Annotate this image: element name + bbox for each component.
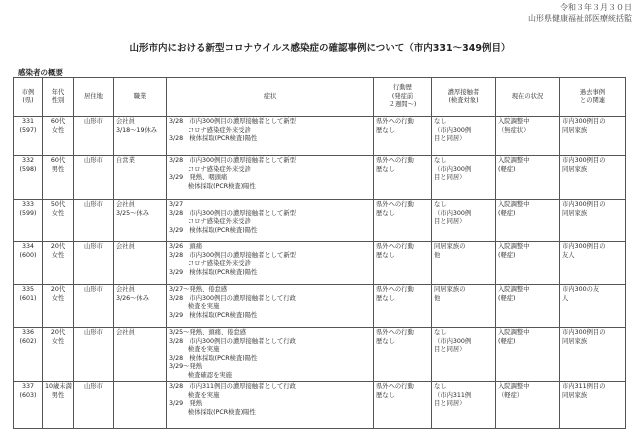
symptoms-cell-text: 3/28 市内300例目の濃厚接触者として新型 (169, 251, 296, 259)
relation-cell-text: 友人 (562, 251, 575, 259)
case-id-cell-text: 331 (21, 118, 35, 125)
relation-cell-text: 市内300の友 (562, 286, 600, 293)
symptoms-cell-text: 検査を実施 (169, 303, 220, 310)
contacts-cell-text: （市内311例 (434, 391, 472, 399)
case-id-cell-text: 336 (21, 329, 35, 336)
case-id-cell-text: (601) (19, 294, 37, 302)
age-sex-cell-text: 60代 (50, 118, 66, 125)
history-cell-text: 県外への行動 (376, 118, 414, 125)
job-cell-text: 会社員 (116, 243, 135, 250)
residence-cell-text: 山形市 (84, 118, 103, 125)
residence-cell (74, 242, 114, 285)
contacts-cell-text: 目と同居） (434, 400, 466, 407)
age-sex-cell (43, 328, 74, 382)
contacts-cell-text: （市内300例 (434, 165, 472, 173)
table-body (14, 117, 626, 429)
contacts-cell (432, 328, 496, 382)
symptoms-cell-text: 3/27 (169, 201, 190, 208)
header-date: 令和３年３月３０日 (560, 3, 632, 12)
history-cell-text: 県外への行動 (376, 157, 414, 164)
residence-cell-text: 山形市 (84, 329, 103, 336)
status-cell (496, 156, 560, 200)
contacts-cell (432, 242, 496, 285)
age-sex-cell (43, 285, 74, 328)
age-sex-cell-text: 女性 (51, 294, 65, 302)
status-cell-text: (軽症) (498, 251, 516, 259)
status-cell (496, 285, 560, 328)
age-sex-cell (43, 200, 74, 242)
relation-cell-text: 市内300例目の (562, 329, 606, 336)
relation-cell-text: 同居家族 (562, 209, 588, 217)
age-sex-cell (43, 382, 74, 429)
contacts-cell (432, 285, 496, 328)
residence-cell-text: 山形市 (84, 383, 103, 390)
residence-cell (74, 200, 114, 242)
symptoms-cell-text: 3/28 市内300例目の濃厚接触者として行政 (169, 337, 296, 345)
page-title: 山形市内における新型コロナウイルス感染症の確認事例について（市内331～349例目） (129, 43, 511, 54)
history-cell-text: 県外への行動 (376, 383, 414, 390)
symptoms-cell (167, 117, 374, 156)
status-cell-text: （軽症） (498, 391, 524, 399)
relation-cell (560, 156, 626, 200)
residence-cell (74, 285, 114, 328)
job-cell (114, 382, 167, 429)
status-cell-text: 入院調整中 (498, 383, 530, 390)
age-sex-cell (43, 117, 74, 156)
table-row (14, 328, 626, 382)
relation-cell-text: 市内311例目の (562, 383, 606, 390)
history-cell (374, 117, 432, 156)
job-cell-text: 会社員 (116, 286, 135, 293)
case-id-cell (14, 117, 43, 156)
relation-cell (560, 328, 626, 382)
status-cell-text: 入院調整中 (498, 286, 530, 293)
table-row (14, 200, 626, 242)
status-cell (496, 200, 560, 242)
residence-cell (74, 382, 114, 429)
contacts-cell-text: 目と同居） (434, 218, 466, 225)
table-row (14, 285, 626, 328)
history-cell (374, 242, 432, 285)
case-id-cell (14, 200, 43, 242)
table-row (14, 117, 626, 156)
status-cell-text: 入院調整中 (498, 118, 530, 125)
col-header-job: 職業 (114, 78, 167, 117)
symptoms-cell-text: 検査を実施 (169, 391, 220, 399)
residence-cell (74, 328, 114, 382)
header-date-block (528, 2, 632, 24)
case-id-cell-text: (598) (19, 165, 37, 173)
col-header-symptoms: 症状 (167, 78, 374, 117)
case-id-cell-text: (597) (19, 126, 37, 134)
symptoms-cell-text: 検査を実施 (169, 346, 220, 353)
history-cell (374, 200, 432, 242)
contacts-cell-text: （市内300例 (434, 337, 472, 345)
case-id-cell-text: 333 (21, 201, 35, 208)
job-cell-text: 会社員 (116, 118, 135, 125)
job-cell (114, 285, 167, 328)
symptoms-cell-text: 3/28 市内300例目の濃厚接触者として新型 (169, 209, 296, 217)
symptoms-cell-text: 3/29 検体採取(PCR検査)陽性 (169, 311, 258, 319)
case-id-cell-text: (603) (19, 391, 37, 399)
job-cell (114, 242, 167, 285)
status-cell-text: 入院調整中 (498, 329, 530, 336)
relation-cell-text: 人 (562, 294, 569, 302)
status-cell (496, 382, 560, 429)
job-cell (114, 200, 167, 242)
contacts-cell-text: なし (434, 383, 447, 390)
contacts-cell-text: （市内300例 (434, 209, 472, 217)
status-cell-text: 入院調整中 (498, 157, 530, 164)
symptoms-cell-text: 3/25～発熱、頭痛、倦怠感 (169, 329, 247, 336)
job-cell-text: 自営業 (116, 157, 135, 164)
symptoms-cell-text: コロナ感染症外来受診 (169, 260, 251, 267)
relation-cell (560, 285, 626, 328)
col-header-id: 市例 (県) (14, 78, 43, 117)
contacts-cell-text: 目と同居） (434, 346, 466, 353)
symptoms-cell-text: 3/27～発熱、倦怠感 (169, 286, 228, 293)
history-cell (374, 328, 432, 382)
symptoms-cell (167, 382, 374, 429)
case-id-cell-text: (600) (19, 251, 37, 259)
relation-cell-text: 同居家族 (562, 165, 588, 173)
case-id-cell-text: 332 (21, 157, 35, 164)
contacts-cell (432, 117, 496, 156)
history-cell-text: 県外への行動 (376, 243, 414, 250)
contacts-cell-text: 同居家族の (434, 243, 466, 250)
symptoms-cell-text: 3/29～発熱 (169, 363, 203, 370)
relation-cell (560, 117, 626, 156)
symptoms-cell-text: 3/29 発熱、咽頭痛 (169, 174, 228, 181)
relation-cell-text: 市内300例目の (562, 243, 606, 250)
age-sex-cell-text: 女性 (51, 209, 65, 217)
symptoms-cell-text: 3/28 市内311例目の濃厚接触者として行政 (169, 383, 296, 390)
history-cell (374, 382, 432, 429)
col-header-age-sex: 年代 性別 (43, 78, 74, 117)
col-header-status: 現在の状況 (496, 78, 560, 117)
status-cell (496, 328, 560, 382)
contacts-cell-text: なし (434, 157, 447, 164)
contacts-cell (432, 200, 496, 242)
header-org: 山形県健康福祉部医療統括監 (528, 14, 632, 23)
history-cell (374, 156, 432, 200)
history-cell-text: 歴なし (376, 126, 395, 134)
cases-table (13, 77, 626, 429)
age-sex-cell-text: 20代 (50, 286, 66, 293)
contacts-cell-text: 目と同居） (434, 174, 466, 181)
age-sex-cell-text: 20代 (50, 329, 66, 336)
symptoms-cell-text: 3/28 市内300例目の濃厚接触者として新型 (169, 157, 296, 164)
contacts-cell (432, 156, 496, 200)
age-sex-cell-text: 20代 (50, 243, 66, 250)
contacts-cell-text: 目と同居） (434, 135, 466, 142)
table-row (14, 382, 626, 429)
job-cell (114, 156, 167, 200)
history-cell-text: 県外への行動 (376, 286, 414, 293)
symptoms-cell-text: コロナ感染症外来受診 (169, 126, 251, 134)
history-cell-text: 県外への行動 (376, 201, 414, 208)
status-cell-text: (軽症) (498, 294, 516, 302)
history-cell-text: 歴なし (376, 251, 395, 259)
case-id-cell-text: 334 (21, 243, 35, 250)
table-row (14, 242, 626, 285)
symptoms-cell-text: コロナ感染症外来受診 (169, 218, 251, 225)
history-cell-text: 歴なし (376, 391, 395, 399)
age-sex-cell-text: 男性 (51, 165, 65, 173)
symptoms-cell-text: 3/28 市内300例目の濃厚接触者として行政 (169, 294, 296, 302)
col-header-relation: 過去事例 との関連 (560, 78, 626, 117)
job-cell (114, 117, 167, 156)
residence-cell (74, 117, 114, 156)
symptoms-cell-text: 3/29 発熱 (169, 400, 203, 407)
relation-cell (560, 200, 626, 242)
history-cell-text: 歴なし (376, 209, 395, 217)
symptoms-cell-text: 3/29 検体採取(PCR検査)陽性 (169, 226, 258, 234)
case-id-cell-text: 337 (21, 383, 35, 390)
table-row (14, 156, 626, 200)
residence-cell-text: 山形市 (84, 286, 103, 293)
job-cell-text: 会社員 (116, 329, 135, 336)
case-id-cell (14, 285, 43, 328)
relation-cell-text: 市内300例目の (562, 118, 606, 125)
case-id-cell-text: (599) (19, 209, 37, 217)
age-sex-cell-text: 60代 (50, 157, 66, 164)
status-cell-text: 入院調整中 (498, 201, 530, 208)
contacts-cell-text: 他 (434, 294, 441, 302)
status-cell (496, 117, 560, 156)
case-id-cell (14, 328, 43, 382)
age-sex-cell-text: 女性 (51, 126, 65, 134)
case-id-cell-text: 335 (21, 286, 35, 293)
symptoms-cell-text: 検体採取(PCR検査)陽性 (169, 182, 256, 190)
symptoms-cell-text: 3/28 検体採取(PCR検査)陽性 (169, 135, 258, 142)
symptoms-cell-text: コロナ感染症外来受診 (169, 165, 251, 173)
job-cell-text: 3/25～休み (116, 209, 150, 217)
contacts-cell (432, 382, 496, 429)
relation-cell-text: 市内300例目の (562, 157, 606, 164)
status-cell-text: (軽症) (498, 209, 516, 217)
residence-cell-text: 山形市 (84, 157, 103, 164)
residence-cell (74, 156, 114, 200)
age-sex-cell-text: 50代 (50, 201, 66, 208)
symptoms-cell (167, 156, 374, 200)
case-id-cell (14, 382, 43, 429)
section-label: 感染者の概要 (18, 68, 63, 77)
contacts-cell-text: （市内300例 (434, 126, 472, 134)
col-header-residence: 居住地 (74, 78, 114, 117)
age-sex-cell-text: 男性 (51, 391, 65, 399)
case-id-cell (14, 242, 43, 285)
status-cell-text: （無症状） (498, 126, 530, 134)
relation-cell (560, 382, 626, 429)
history-cell-text: 歴なし (376, 165, 395, 173)
contacts-cell-text: なし (434, 329, 447, 336)
relation-cell-text: 同居家族 (562, 126, 588, 134)
job-cell (114, 328, 167, 382)
history-cell-text: 歴なし (376, 294, 395, 302)
relation-cell-text: 市内300例目の (562, 201, 606, 208)
table-header-row (14, 78, 626, 117)
symptoms-cell (167, 328, 374, 382)
status-cell (496, 242, 560, 285)
residence-cell-text: 山形市 (84, 201, 103, 208)
col-header-history: 行動歴 (発症前 ２週間〜) (374, 78, 432, 117)
job-cell-text: 会社員 (116, 201, 135, 208)
history-cell-text: 県外への行動 (376, 329, 414, 336)
relation-cell (560, 242, 626, 285)
symptoms-cell (167, 242, 374, 285)
symptoms-cell-text: 3/28 市内300例目の濃厚接触者として新型 (169, 118, 296, 125)
age-sex-cell-text: 女性 (51, 251, 65, 259)
symptoms-cell (167, 285, 374, 328)
case-id-cell (14, 156, 43, 200)
symptoms-cell-text: 検体採取(PCR検査)陽性 (169, 408, 256, 416)
case-id-cell-text: (602) (19, 337, 37, 345)
contacts-cell-text: なし (434, 201, 447, 208)
history-cell (374, 285, 432, 328)
age-sex-cell (43, 156, 74, 200)
symptoms-cell-text: 3/28 検体採取(PCR検査)陽性 (169, 354, 258, 362)
contacts-cell-text: 同居家族の (434, 286, 466, 293)
job-cell-text: 3/26～休み (116, 294, 150, 302)
age-sex-cell (43, 242, 74, 285)
job-cell-text: 3/18～19休み (116, 126, 158, 134)
history-cell-text: 歴なし (376, 337, 395, 345)
status-cell-text: (軽症) (498, 165, 516, 173)
status-cell-text: 入院調整中 (498, 243, 530, 250)
relation-cell-text: 同居家族 (562, 337, 588, 345)
symptoms-cell-text: 3/29 検体採取(PCR検査)陽性 (169, 268, 258, 276)
symptoms-cell-text: 3/26 頭痛 (169, 243, 203, 250)
residence-cell-text: 山形市 (84, 243, 103, 250)
symptoms-cell-text: 検査確認を実施 (169, 371, 232, 379)
age-sex-cell-text: 女性 (51, 337, 65, 345)
symptoms-cell (167, 200, 374, 242)
age-sex-cell-text: 10歳未満 (45, 383, 72, 390)
contacts-cell-text: 他 (434, 251, 441, 259)
col-header-contacts: 濃厚接触者 (検査対象) (432, 78, 496, 117)
relation-cell-text: 同居家族 (562, 391, 588, 399)
contacts-cell-text: なし (434, 118, 447, 125)
status-cell-text: (軽症) (498, 337, 516, 345)
